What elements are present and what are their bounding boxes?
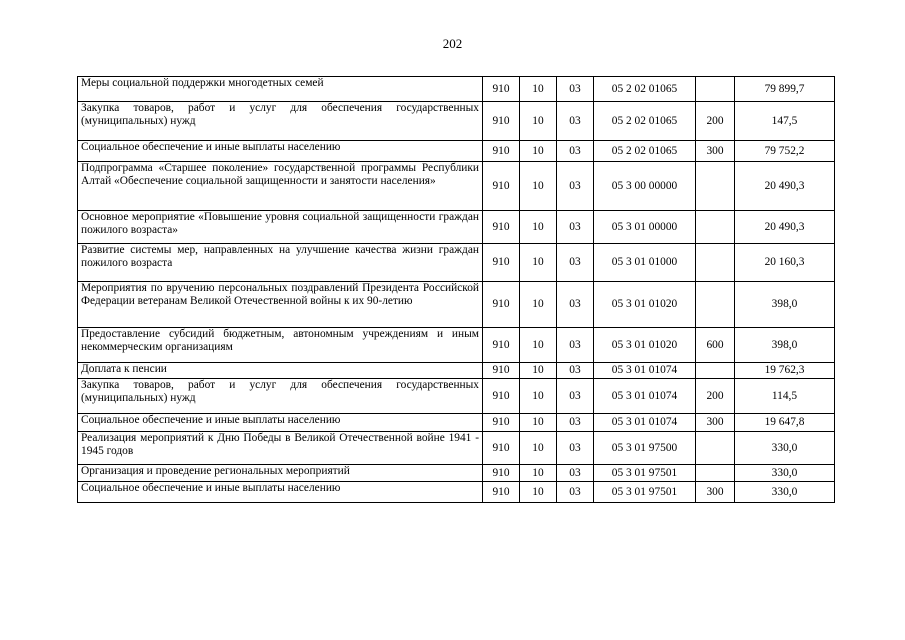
row-subsection-code: 03	[557, 211, 594, 244]
row-subsection-code: 03	[557, 102, 594, 141]
row-section-code: 10	[520, 162, 557, 211]
row-name: Основное мероприятие «Повышение уровня социальной защищенности граждан пожилого возраста»	[78, 211, 483, 244]
row-expense-type-code: 600	[696, 328, 735, 363]
budget-table-body	[78, 77, 835, 503]
row-amount: 79 899,7	[735, 77, 835, 102]
page-number: 202	[442, 36, 463, 51]
row-ministry-code: 910	[483, 414, 520, 432]
row-name: Предоставление субсидий бюджетным, автономным учреждениям и иным некоммерческим организациям	[78, 328, 483, 363]
row-expense-type-code	[696, 465, 735, 482]
row-section-code: 10	[520, 244, 557, 282]
table-row	[78, 211, 835, 244]
row-amount: 330,0	[735, 432, 835, 465]
row-target-code: 05 3 01 01020	[594, 328, 696, 363]
row-target-code: 05 3 01 97501	[594, 482, 696, 503]
row-section-code: 10	[520, 102, 557, 141]
row-section-code: 10	[520, 482, 557, 503]
table-row	[78, 162, 835, 211]
row-subsection-code: 03	[557, 282, 594, 328]
table-row	[78, 465, 835, 482]
row-amount: 79 752,2	[735, 141, 835, 162]
row-ministry-code: 910	[483, 282, 520, 328]
row-ministry-code: 910	[483, 102, 520, 141]
row-target-code: 05 2 02 01065	[594, 77, 696, 102]
row-expense-type-code	[696, 162, 735, 211]
row-amount: 398,0	[735, 282, 835, 328]
row-expense-type-code: 300	[696, 414, 735, 432]
row-target-code: 05 3 01 01074	[594, 379, 696, 414]
row-name: Реализация мероприятий к Дню Победы в Великой Отечественной войне 1941 - 1945 годов	[78, 432, 483, 465]
table-row	[78, 379, 835, 414]
table-row	[78, 328, 835, 363]
row-section-code: 10	[520, 363, 557, 379]
row-name: Развитие системы мер, направленных на улучшение качества жизни граждан пожилого возраста	[78, 244, 483, 282]
row-name: Организация и проведение региональных мероприятий	[78, 465, 483, 482]
row-target-code: 05 3 01 01020	[594, 282, 696, 328]
row-expense-type-code	[696, 363, 735, 379]
row-name: Социальное обеспечение и иные выплаты населению	[78, 414, 483, 432]
row-name: Социальное обеспечение и иные выплаты населению	[78, 141, 483, 162]
row-ministry-code: 910	[483, 465, 520, 482]
row-target-code: 05 3 01 01074	[594, 414, 696, 432]
row-target-code: 05 3 01 97500	[594, 432, 696, 465]
row-subsection-code: 03	[557, 162, 594, 211]
table-row	[78, 77, 835, 102]
table-row	[78, 363, 835, 379]
table-row	[78, 414, 835, 432]
row-amount: 20 160,3	[735, 244, 835, 282]
row-ministry-code: 910	[483, 141, 520, 162]
row-target-code: 05 3 01 01074	[594, 363, 696, 379]
row-target-code: 05 3 01 01000	[594, 244, 696, 282]
row-section-code: 10	[520, 432, 557, 465]
row-target-code: 05 2 02 01065	[594, 141, 696, 162]
row-ministry-code: 910	[483, 482, 520, 503]
row-subsection-code: 03	[557, 77, 594, 102]
row-name: Подпрограмма «Старшее поколение» государственной программы Республики Алтай «Обеспечение социальной защищенности и занятости населения»	[78, 162, 483, 211]
row-section-code: 10	[520, 465, 557, 482]
table-row	[78, 432, 835, 465]
row-expense-type-code	[696, 282, 735, 328]
row-target-code: 05 3 00 00000	[594, 162, 696, 211]
row-ministry-code: 910	[483, 162, 520, 211]
row-amount: 19 762,3	[735, 363, 835, 379]
row-subsection-code: 03	[557, 379, 594, 414]
row-section-code: 10	[520, 211, 557, 244]
row-subsection-code: 03	[557, 328, 594, 363]
row-subsection-code: 03	[557, 465, 594, 482]
row-amount: 114,5	[735, 379, 835, 414]
row-section-code: 10	[520, 328, 557, 363]
row-expense-type-code	[696, 244, 735, 282]
row-name: Закупка товаров, работ и услуг для обеспечения государственных (муниципальных) нужд	[78, 102, 483, 141]
budget-table	[77, 76, 835, 503]
table-row	[78, 482, 835, 503]
row-section-code: 10	[520, 282, 557, 328]
table-row	[78, 244, 835, 282]
row-subsection-code: 03	[557, 414, 594, 432]
row-subsection-code: 03	[557, 141, 594, 162]
row-target-code: 05 3 01 00000	[594, 211, 696, 244]
row-expense-type-code	[696, 211, 735, 244]
row-subsection-code: 03	[557, 432, 594, 465]
row-ministry-code: 910	[483, 77, 520, 102]
row-subsection-code: 03	[557, 482, 594, 503]
row-target-code: 05 2 02 01065	[594, 102, 696, 141]
row-name: Закупка товаров, работ и услуг для обеспечения государственных (муниципальных) нужд	[78, 379, 483, 414]
row-name: Социальное обеспечение и иные выплаты населению	[78, 482, 483, 503]
row-subsection-code: 03	[557, 244, 594, 282]
row-section-code: 10	[520, 414, 557, 432]
row-ministry-code: 910	[483, 244, 520, 282]
row-name: Мероприятия по вручению персональных поздравлений Президента Российской Федерации ветеранам Великой Отечественной войны к их 90-летию	[78, 282, 483, 328]
row-amount: 20 490,3	[735, 211, 835, 244]
row-ministry-code: 910	[483, 379, 520, 414]
row-ministry-code: 910	[483, 211, 520, 244]
row-ministry-code: 910	[483, 328, 520, 363]
row-expense-type-code	[696, 77, 735, 102]
row-subsection-code: 03	[557, 363, 594, 379]
row-section-code: 10	[520, 77, 557, 102]
row-name: Доплата к пенсии	[78, 363, 483, 379]
row-name: Меры социальной поддержки многодетных семей	[78, 77, 483, 102]
row-amount: 20 490,3	[735, 162, 835, 211]
row-amount: 147,5	[735, 102, 835, 141]
row-ministry-code: 910	[483, 432, 520, 465]
row-expense-type-code: 300	[696, 141, 735, 162]
table-row	[78, 282, 835, 328]
row-expense-type-code: 200	[696, 102, 735, 141]
row-expense-type-code: 300	[696, 482, 735, 503]
table-row	[78, 102, 835, 141]
row-amount: 330,0	[735, 465, 835, 482]
row-amount: 19 647,8	[735, 414, 835, 432]
row-section-code: 10	[520, 379, 557, 414]
row-expense-type-code: 200	[696, 379, 735, 414]
row-expense-type-code	[696, 432, 735, 465]
row-ministry-code: 910	[483, 363, 520, 379]
row-section-code: 10	[520, 141, 557, 162]
table-row	[78, 141, 835, 162]
row-amount: 398,0	[735, 328, 835, 363]
row-amount: 330,0	[735, 482, 835, 503]
row-target-code: 05 3 01 97501	[594, 465, 696, 482]
